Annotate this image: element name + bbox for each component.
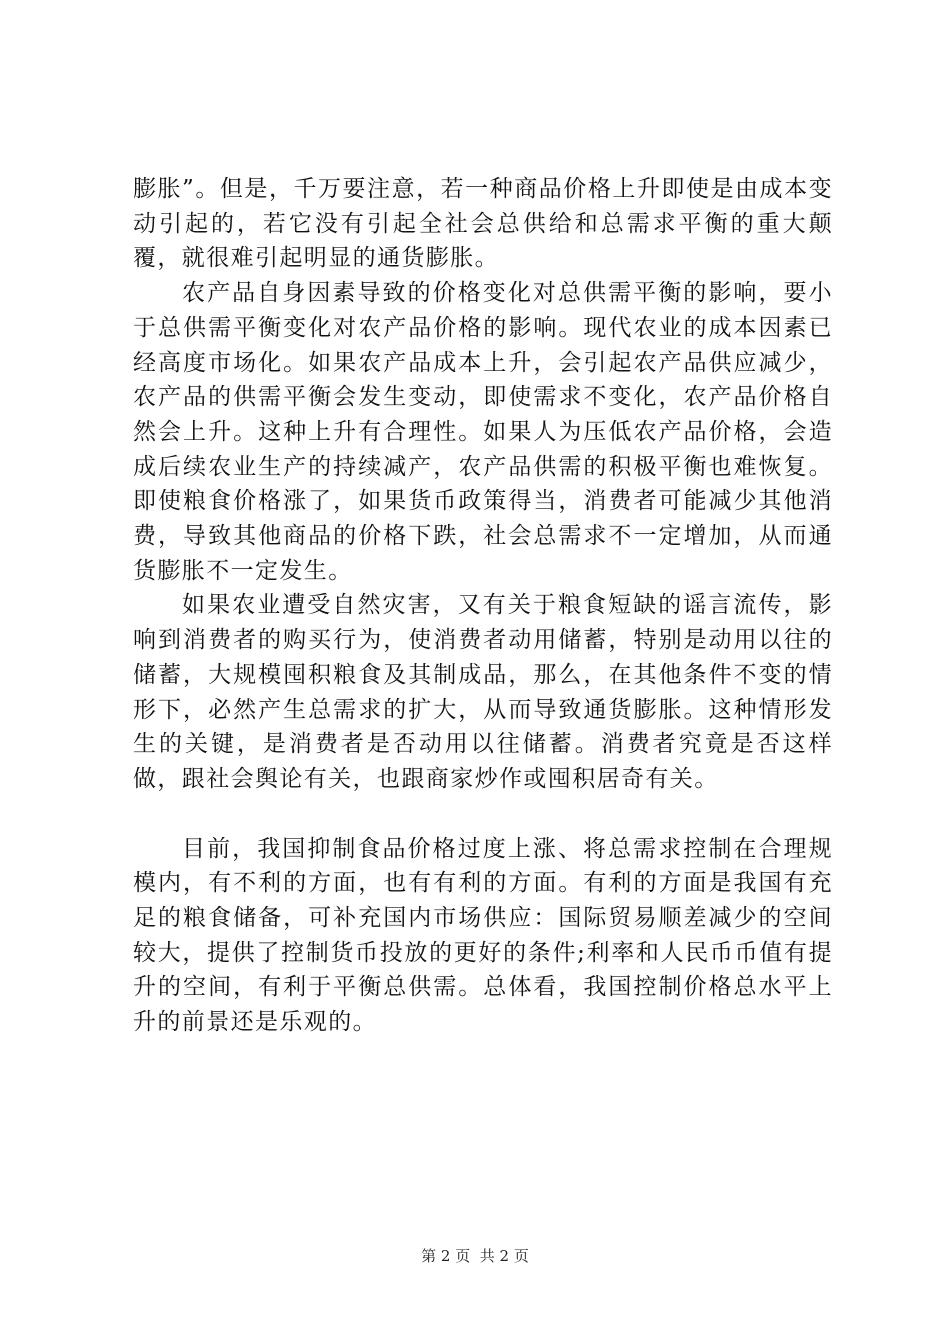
paragraph-natural-disasters: 如果农业遭受自然灾害，又有关于粮食短缺的谣言流传，影响到消费者的购买行为，使消费者动用储蓄，特别是动用以往的储蓄，大规模囤积粮食及其制成品，那么，在其他条件不变的情形下，必然产生总需求的扩大，从而导致通货膨胀。这种情形发生的关键，是消费者是否动用以往储蓄。消费者究竟是否这样做，跟社会舆论有关，也跟商家炒作或囤积居奇有关。 <box>133 592 833 792</box>
paragraph-continuation: 膨胀”。但是，千万要注意，若一种商品价格上升即使是由成本变动引起的，若它没有引起全社会总供给和总需求平衡的重大颠覆，就很难引起明显的通货膨胀。 <box>133 176 833 272</box>
page-number-footer: 第 2 页 共 2 页 <box>421 1247 529 1265</box>
paragraph-agricultural-prices: 农产品自身因素导致的价格变化对总供需平衡的影响，要小于总供需平衡变化对农产品价格的影响。现代农业的成本因素已经高度市场化。如果农产品成本上升，会引起农产品供应减少，农产品的供需平衡会发生变动，即使需求不变化，农产品价格自然会上升。这种上升有合理性。如果人为压低农产品价格，会造成后续农业生产的持续减产，农产品供需的积极平衡也难恢复。即使粮食价格涨了，如果货币政策得当，消费者可能减少其他消费，导致其他商品的价格下跌，社会总需求不一定增加，从而通货膨胀不一定发生。 <box>133 280 833 584</box>
document-body <box>133 172 833 1040</box>
paragraph-current-outlook: 目前，我国抑制食品价格过度上涨、将总需求控制在合理规模内，有不利的方面，也有有利的方面。有利的方面是我国有充足的粮食储备，可补充国内市场供应：国际贸易顺差减少的空间较大，提供了控制货币投放的更好的条件;利率和人民币币值有提升的空间，有利于平衡总供需。总体看，我国控制价格总水平上升的前景还是乐观的。 <box>133 835 833 1036</box>
